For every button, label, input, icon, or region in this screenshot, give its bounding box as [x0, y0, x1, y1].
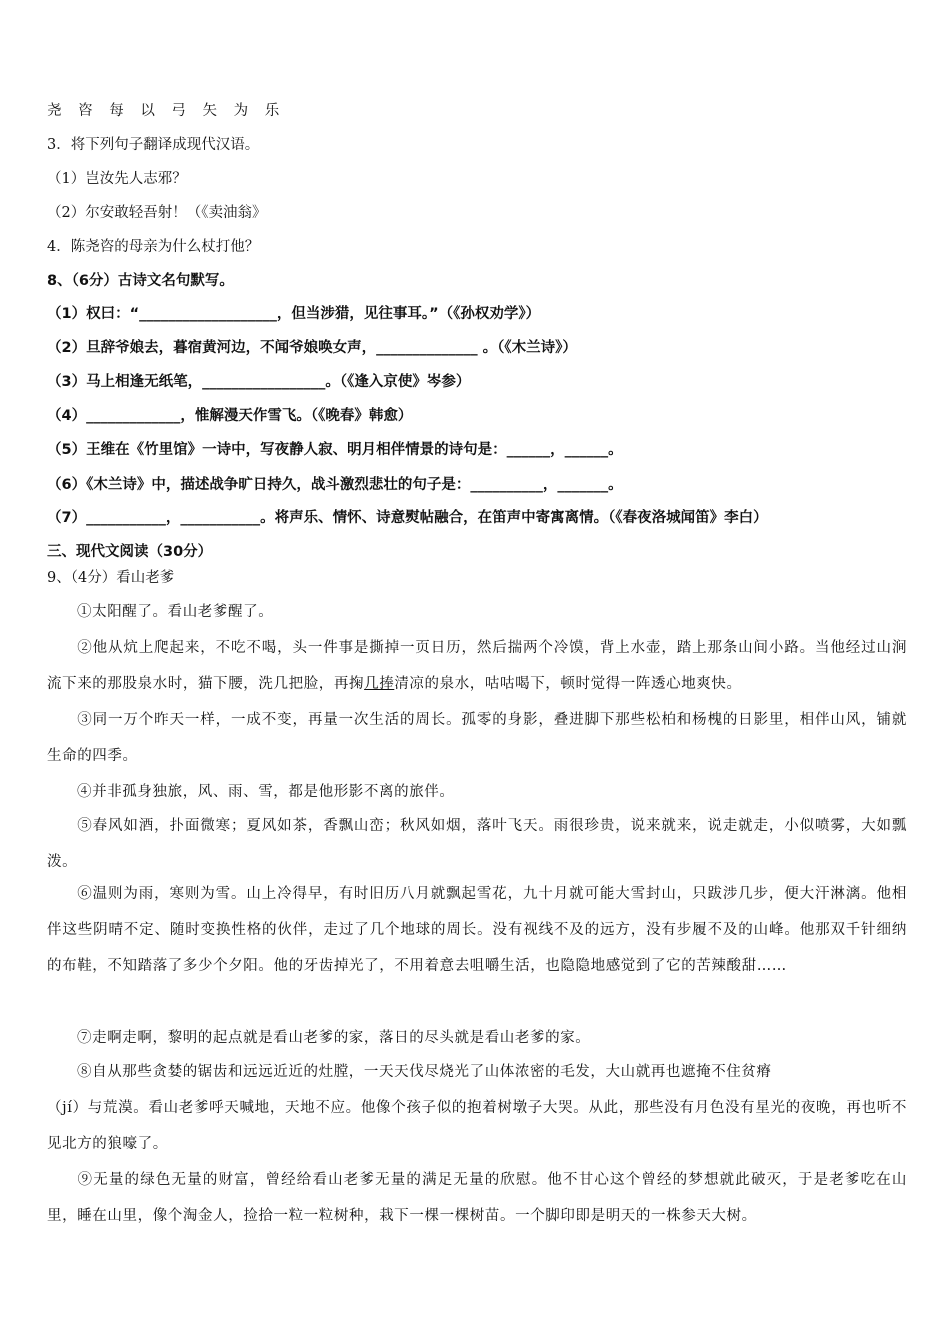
question-3: 3．将下列句子翻译成现代汉语。	[47, 137, 260, 153]
question-3-item-2: （2）尔安敢轻吾射！（《卖油翁》	[47, 205, 267, 221]
question-8-item: （1）权曰：“___________________，但当涉猎，见往事耳。”（《孙权劝学》）	[47, 306, 541, 322]
paragraph-3: ③同一万个昨天一样，一成不变，再量一次生活的周长。孤零的身影，叠进脚下那些松柏和杨槐的日影里，相伴山风，铺就生命的四季。	[47, 712, 907, 764]
paragraph-8: ⑧自从那些贪婪的锯齿和远远近近的灶膛，一天天伐尽烧光了山体浓密的毛发，大山就再也遮掩不住贫瘠	[77, 1064, 772, 1080]
question-3-item-1: （1）岂汝先人志邪？	[47, 171, 187, 187]
underlined-word: 几捧	[364, 676, 395, 692]
question-8-item: （6）《木兰诗》中，描述战争旷日持久，战斗激烈悲壮的句子是：__________，_______。	[47, 477, 623, 493]
section-3-heading: 三、现代文阅读（30分）	[47, 544, 213, 560]
paragraph-1: ①太阳醒了。看山老爹醒了。	[77, 604, 274, 620]
paragraph-2: ②他从炕上爬起来，不吃不喝，头一件事是撕掉一页日历，然后揣两个冷馍，背上水壶，踏上那条山间小路。当他经过山涧流下来的那股泉水时，猫下腰，洗几把脸，再掬几捧清凉的泉水，咕咕喝下，顿时觉得一阵透心地爽快。	[47, 640, 907, 692]
question-4: 4．陈尧咨的母亲为什么杖打他？	[47, 239, 260, 255]
question-9-header: 9、（4分）看山老爹	[47, 570, 175, 586]
question-8-header: 8、（6分）古诗文名句默写。	[47, 273, 234, 289]
paragraph-9: ⑨无量的绿色无量的财富，曾经给看山老爹无量的满足无量的欣慰。他不甘心这个曾经的梦想就此破灭，于是老爹吃在山里，睡在山里，像个淘金人，捡拾一粒一粒树种，栽下一棵一棵树苗。一个脚印即是明天的一株参天大树。	[47, 1172, 907, 1224]
paragraph-8-cont: （jí）与荒漠。看山老爹呼天喊地，天地不应。他像个孩子似的抱着树墩子大哭。从此，那些没有月色没有星光的夜晚，再也听不见北方的狼嚎了。	[47, 1100, 907, 1152]
question-8-item: （4）_____________，惟解漫天作雪飞。（《晚春》韩愈）	[47, 408, 413, 424]
question-8-item: （3）马上相逢无纸笔，_________________。（《逢入京使》岑参）	[47, 374, 471, 390]
paragraph-4: ④并非孤身独旅，风、雨、雪，都是他形影不离的旅伴。	[77, 784, 455, 800]
question-8-item: （7）___________，___________。将声乐、情怀、诗意熨帖融合，在笛声中寄寓离情。（《春夜洛城闻笛》李白）	[47, 510, 768, 526]
passage-tail-line: 尧 咨 每 以 弓 矢 为 乐	[47, 103, 286, 119]
question-8-item: （5）王维在《竹里馆》一诗中，写夜静人寂、明月相伴情景的诗句是：______，______。	[47, 442, 623, 458]
paragraph-5: ⑤春风如酒，扑面微寒；夏风如茶，香飘山峦；秋风如烟，落叶飞天。雨很珍贵，说来就来，说走就走，小似喷雾，大如瓢泼。	[47, 818, 907, 870]
question-8-item: （2）旦辞爷娘去，暮宿黄河边，不闻爷娘唤女声，______________ 。（《木兰诗》）	[47, 340, 577, 356]
paragraph-7: ⑦走啊走啊，黎明的起点就是看山老爹的家，落日的尽头就是看山老爹的家。	[77, 1030, 591, 1046]
paragraph-6: ⑥温则为雨，寒则为雪。山上冷得早，有时旧历八月就飘起雪花，九十月就可能大雪封山，只跋涉几步，便大汗淋漓。他相伴这些阴晴不定、随时变换性格的伙伴，走过了几个地球的周长。没有视线不及的远方，没有步履不及的山峰。他那双千针细纳的布鞋，不知踏落了多少个夕阳。他的牙齿掉光了，不用着意去咀嚼生活，也隐隐地感觉到了它的苦辣酸甜……	[47, 886, 907, 974]
